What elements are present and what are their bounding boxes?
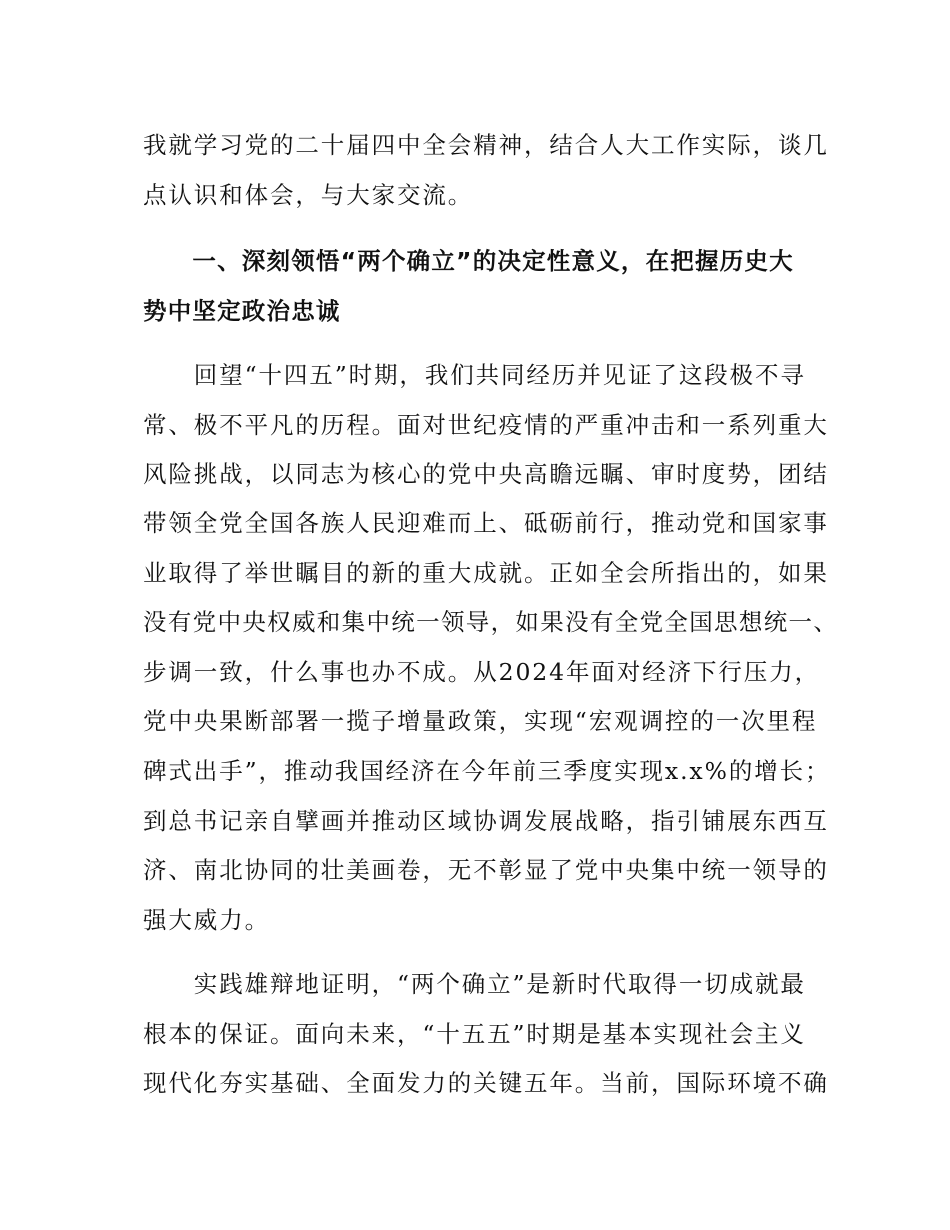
paragraph-line: 现代化夯实基础、全面发力的关键五年。当前，国际环境不确 — [143, 1069, 829, 1097]
paragraph-line: 强大威力。 — [143, 906, 270, 934]
paragraph-line: 回望“十四五”时期，我们共同经历并见证了这段极不寻 — [143, 361, 806, 389]
paragraph-line: 我就学习党的二十届四中全会精神，结合人大工作实际，谈几 — [143, 131, 829, 159]
paragraph-line: 根本的保证。面向未来，“十五五”时期是基本实现社会主义 — [143, 1020, 806, 1048]
paragraph-line: 碑式出手”，推动我国经济在今年前三季度实现x.x%的增长； — [143, 757, 831, 785]
paragraph-line: 业取得了举世瞩目的新的重大成就。正如全会所指出的，如果 — [143, 559, 829, 587]
paragraph-line: 到总书记亲自擘画并推动区域协调发展战略，指引铺展东西互 — [143, 807, 829, 835]
paragraph-line: 没有党中央权威和集中统一领导，如果没有全党全国思想统一、 — [143, 608, 839, 636]
paragraph-line: 济、南北协同的壮美画卷，无不彰显了党中央集中统一领导的 — [143, 856, 829, 884]
paragraph-line: 点认识和体会，与大家交流。 — [143, 181, 474, 209]
paragraph-line: 实践雄辩地证明，“两个确立”是新时代取得一切成就最 — [143, 970, 806, 998]
paragraph-line: 带领全党全国各族人民迎难而上、砥砺前行，推动党和国家事 — [143, 509, 829, 537]
paragraph-line: 步调一致，什么事也办不成。从2024年面对经济下行压力， — [143, 658, 821, 686]
paragraph-line: 风险挑战，以同志为核心的党中央高瞻远瞩、审时度势，团结 — [143, 460, 829, 488]
paragraph-line: 常、极不平凡的历程。面对世纪疫情的严重冲击和一系列重大 — [143, 411, 829, 439]
paragraph-line: 党中央果断部署一揽子增量政策，实现“宏观调控的一次里程 — [143, 707, 818, 735]
section-heading-line: 一、深刻领悟“两个确立”的决定性意义，在把握历史大 — [143, 247, 794, 275]
section-heading-line: 势中坚定政治忠诚 — [143, 297, 341, 325]
